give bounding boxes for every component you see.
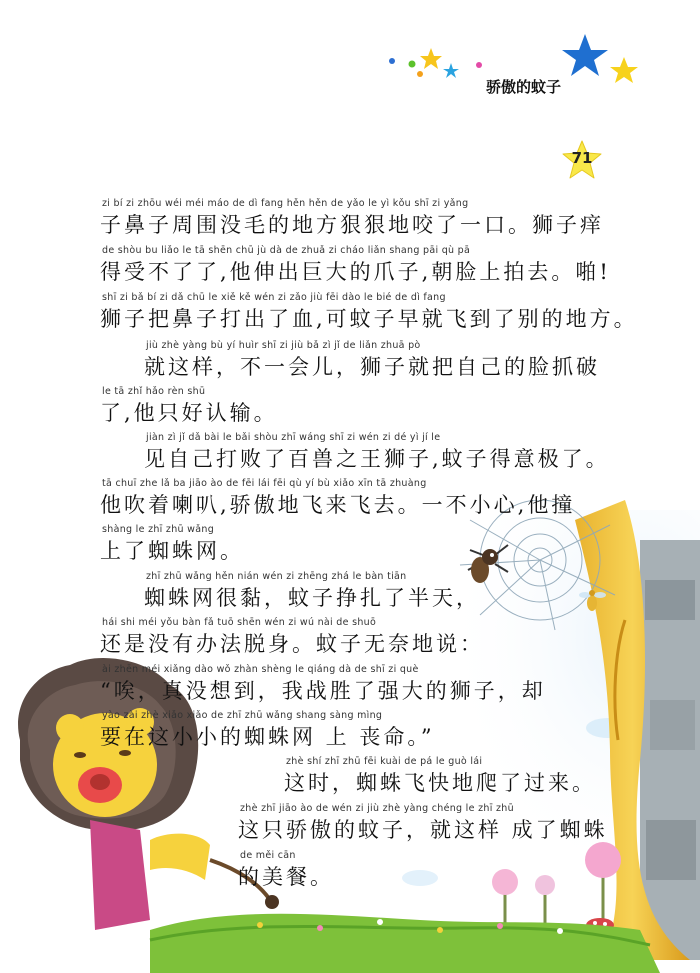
pinyin-line: zhè shí zhī zhū fēi kuài de pá le guò lái <box>286 756 483 767</box>
pinyin-line: jiàn zì jǐ dǎ bài le bǎi shòu zhī wáng shī zi wén zi dé yì jí le <box>146 432 441 443</box>
page-number: 71 <box>571 149 593 167</box>
pinyin-line: shī zi bǎ bí zi dǎ chū le xiě kě wén zi zǎo jiù fēi dào le bié de dì fang <box>102 292 446 303</box>
text-line: 上了蜘蛛网。 <box>100 539 244 563</box>
text-line: 要在这小小的蜘蛛网 上 丧命。” <box>100 725 435 749</box>
pinyin-line: shàng le zhī zhū wǎng <box>102 524 215 535</box>
pinyin-line: de shòu bu liǎo le tā shēn chū jù dà de zhuǎ zi cháo liǎn shang pāi qù pā <box>102 245 471 256</box>
decor-star-yellow-large <box>610 57 638 83</box>
text-line: 还是没有办法脱身。蚊子无奈地说： <box>100 632 484 656</box>
text-line: 就这样，不一会儿，狮子就把自己的脸抓破 <box>144 355 600 379</box>
text-line: 这时，蜘蛛飞快地爬了过来。 <box>284 771 596 795</box>
decor-dot-orange <box>417 71 423 77</box>
pinyin-line: zhè zhī jiāo ào de wén zi jiù zhè yàng chéng le zhī zhū <box>240 803 514 814</box>
pinyin-line: hái shi méi yǒu bàn fǎ tuō shēn wén zi wú nài de shuō <box>102 617 377 628</box>
text-line: 他吹着喇叭,骄傲地飞来飞去。一不小心,他撞 <box>100 493 576 517</box>
pinyin-line: yào zài zhè xiǎo xiǎo de zhī zhū wǎng shang sàng mìng <box>102 710 383 721</box>
text-line: 子鼻子周围没毛的地方狠狠地咬了一口。狮子痒 <box>100 213 604 237</box>
pinyin-line: tā chuī zhe lǎ ba jiāo ào de fēi lái fēi qù yí bù xiǎo xīn tā zhuàng <box>102 478 427 489</box>
text-line: 的美餐。 <box>238 865 334 889</box>
pinyin-line: de měi cān <box>240 850 296 861</box>
pinyin-line: le tā zhǐ hǎo rèn shū <box>102 386 206 397</box>
decor-dot-pink <box>476 62 482 68</box>
pinyin-line: zhī zhū wǎng hěn nián wén zi zhēng zhá le bàn tiān <box>146 571 407 582</box>
text-line: “唉，真没想到，我战胜了强大的狮子，却 <box>100 679 546 703</box>
header-title: 骄傲的蚊子 <box>486 78 562 96</box>
decor-star-blue-small <box>443 63 459 78</box>
decor-dot-blue <box>389 58 395 64</box>
decor-star-blue-large <box>562 34 608 76</box>
cloud <box>402 870 438 886</box>
text-line: 这只骄傲的蚊子，就这样 成了蜘蛛 <box>238 818 608 842</box>
page-number-badge <box>562 140 602 180</box>
pinyin-line: zi bí zi zhōu wéi méi máo de dì fang hěn hěn de yǎo le yì kǒu shī zi yǎng <box>102 198 469 209</box>
text-line: 得受不了了,他伸出巨大的爪子,朝脸上拍去。啪! <box>100 260 611 284</box>
text-line: 了,他只好认输。 <box>100 401 278 425</box>
decor-dot-green <box>409 61 416 68</box>
text-line: 狮子把鼻子打出了血,可蚊子早就飞到了别的地方。 <box>100 307 638 331</box>
pinyin-line: jiù zhè yàng bù yí huìr shī zi jiù bǎ zì jǐ de liǎn zhuā pò <box>146 340 421 351</box>
pinyin-line: ài zhēn méi xiǎng dào wǒ zhàn shèng le qiáng dà de shī zi què <box>102 664 419 675</box>
text-line: 蜘蛛网很黏，蚊子挣扎了半天， <box>144 586 480 610</box>
decor-star-yellow-small <box>420 48 442 69</box>
text-line: 见自己打败了百兽之王狮子,蚊子得意极了。 <box>144 447 610 471</box>
